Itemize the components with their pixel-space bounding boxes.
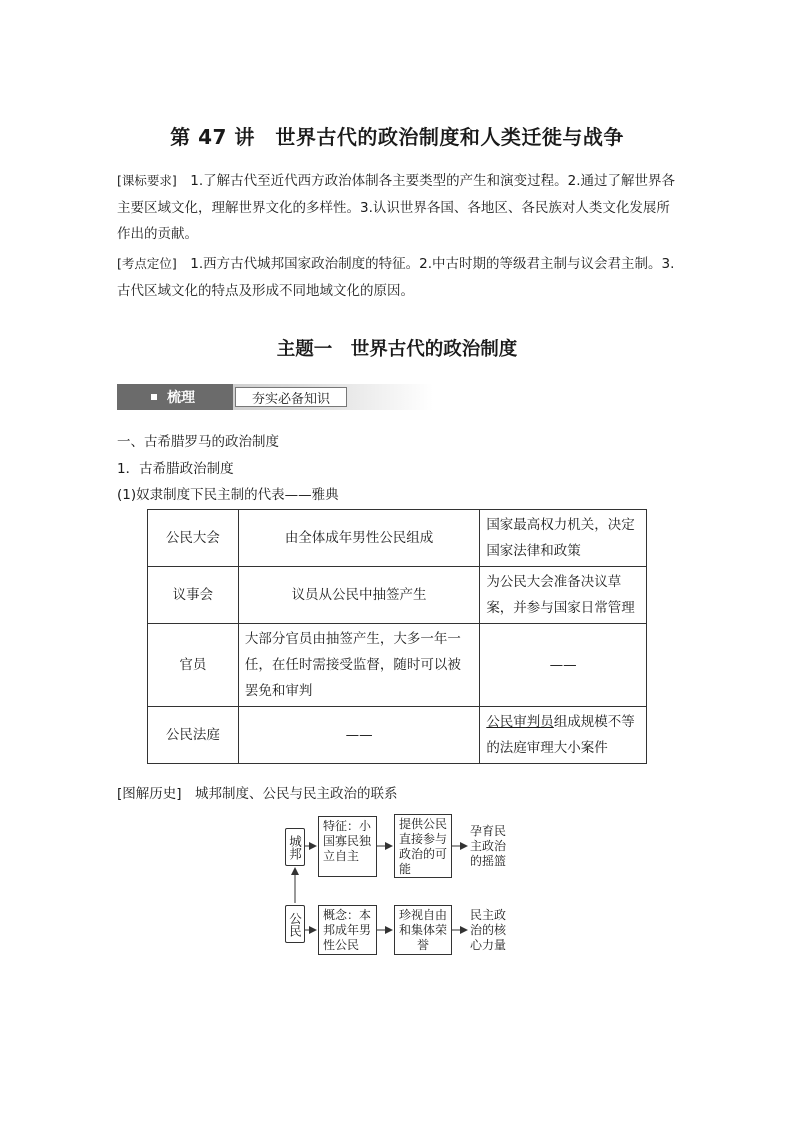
positioning-tag: [考点定位] <box>117 256 177 271</box>
institution-function: —— <box>480 624 647 707</box>
citizen-result: 民主政治的核心力量 <box>470 908 507 952</box>
institution-composition: 议员从公民中抽签产生 <box>238 567 479 624</box>
institution-name: 公民大会 <box>148 510 239 567</box>
citizen-node: 公民 <box>285 905 305 943</box>
institution-composition: —— <box>238 707 479 764</box>
city-state-feature-box: 特征：小国寡民独立自主 <box>318 816 377 877</box>
item-heading: (1)奴隶制度下民主制的代表——雅典 <box>117 487 339 503</box>
theme-title: 主题一 世界古代的政治制度 <box>276 339 518 360</box>
citizen-concept-box: 概念：本邦成年男性公民 <box>318 905 377 955</box>
requirements-tag: [课标要求] <box>117 173 177 188</box>
institution-name: 官员 <box>148 624 239 707</box>
institution-function: 国家最高权力机关，决定国家法律和政策 <box>480 510 647 567</box>
city-state-middle-box: 提供公民直接参与政治的可能 <box>394 814 452 878</box>
diagram-title: [图解历史] 城邦制度、公民与民主政治的联系 <box>117 786 398 802</box>
page-title: 第 47 讲 世界古代的政治制度和人类迁徙与战争 <box>170 125 624 149</box>
citizen-middle-box: 珍视自由和集体荣誉 <box>394 905 452 955</box>
city-state-result: 孕育民主政治的摇篮 <box>470 824 507 868</box>
underlined-term: 公民审判员 <box>486 714 554 730</box>
requirements-text: 1.了解古代至近代西方政治体制各主要类型的产生和演变过程。2.通过了解世界各主要区域文化，理解世界文化的多样性。3.认识世界各国、各地区、各民族对人类文化发展所作出的贡献。 <box>117 173 676 242</box>
institution-composition: 由全体成年男性公民组成 <box>238 510 479 567</box>
institution-name: 公民法庭 <box>148 707 239 764</box>
city-state-node: 城邦 <box>285 828 305 866</box>
section-heading: 一、古希腊罗马的政治制度 <box>117 434 279 450</box>
subsection-heading: 1．古希腊政治制度 <box>117 461 234 477</box>
banner-subtitle: 夯实必备知识 <box>235 387 347 407</box>
banner-label: 梳理 <box>167 390 195 406</box>
positioning-text: 1.西方古代城邦国家政治制度的特征。2.中古时期的等级君主制与议会君主制。3.古代区域文化的特点及形成不同地域文化的原因。 <box>117 256 675 299</box>
institution-composition: 大部分官员由抽签产生，大多一年一任，在任时需接受监督，随时可以被罢免和审判 <box>238 624 479 707</box>
institution-function: 为公民大会准备决议草案，并参与国家日常管理 <box>480 567 647 624</box>
function-text: 组成规模不等的法庭审理大小案件 <box>486 714 635 756</box>
institution-name: 议事会 <box>148 567 239 624</box>
